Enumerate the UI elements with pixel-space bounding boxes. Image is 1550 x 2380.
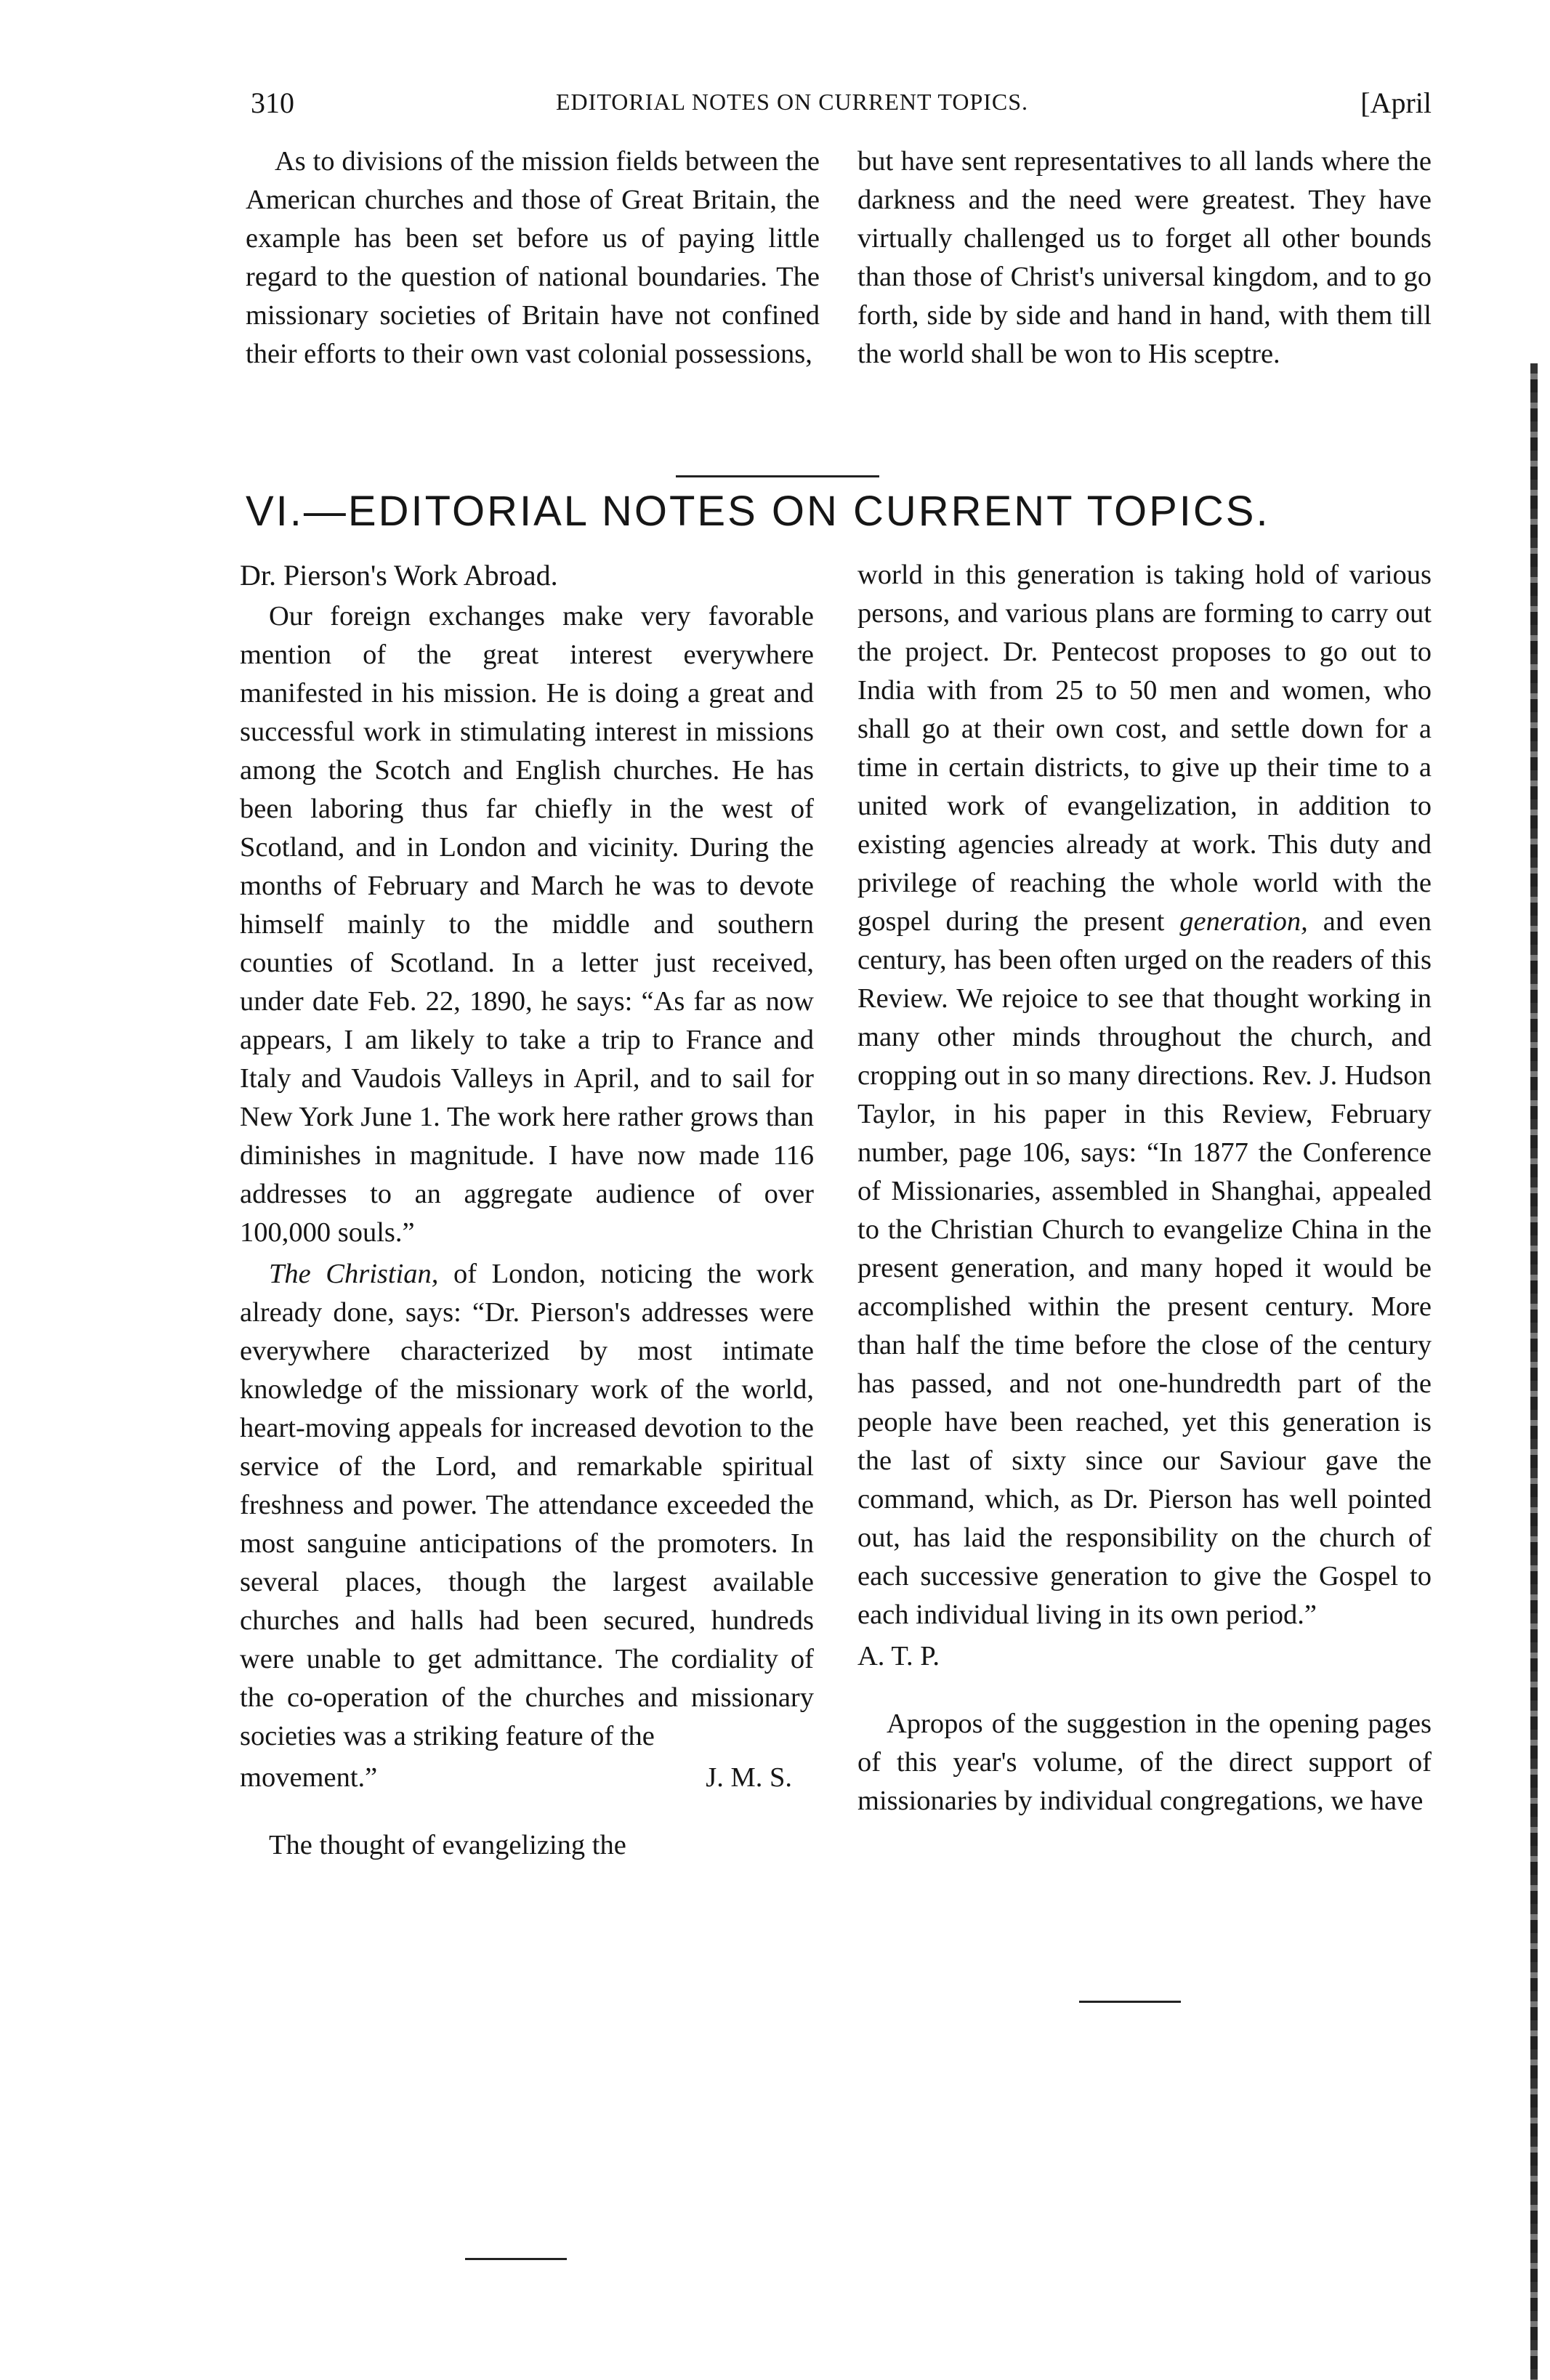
page-header xyxy=(251,86,1432,129)
top-left-column xyxy=(246,142,820,374)
article-paragraph: Apropos of the suggestion in the opening pages of this year's volume, of the direct support of missionaries by individual congregations, we have xyxy=(857,1709,1432,1816)
top-right-column xyxy=(857,142,1432,374)
left-column xyxy=(240,556,814,1865)
author-initials: J. M. S. xyxy=(706,1762,792,1793)
publication-name: The Christian, xyxy=(269,1259,439,1289)
article-continued: world in this generation is taking hold of various persons, and various plans are forming to carry out the project. Dr. Pentecost proposes to go out to India with from 25 to 50 men and women, who shall go at their own cost, and settle down for a time in certain districts, to give up their time to a united work of evangelization, in addition to existing agencies already at work. This duty and privilege of reaching the whole world with the gospel during the present generation, and even century, has been often urged on the readers of this Review. We rejoice to see that thought working in many other minds throughout the church, and cropping out in so many directions. Rev. J. Hudson Taylor, in his paper in this Review, February number, page 106, says: “In 1877 the Conference of Missionaries, assembled in Shanghai, appealed to the Christian Church to evangelize China in the present generation, and many hoped it would be accomplished within the present century. More than half the time before the close of the century has passed, and not one-hundredth part of the people have been reached, yet this generation is the last of sixty since our Saviour gave the command, which, as Dr. Pierson has well pointed out, has laid the responsibility on the church of each successive generation to give the Gospel to each individual living in its own period.” xyxy=(857,560,1432,1630)
author-initials: A. T. P. xyxy=(857,1641,940,1671)
article-divider xyxy=(465,2258,567,2260)
continued-paragraph-left: As to divisions of the mission fields between the American churches and those of Great Britain, the example has been set before us of paying little regard to the question of national boundaries. The missionary societies of Britain have not confined their efforts to their own vast colonial possessions, xyxy=(246,146,820,369)
article-opening: The thought of evangelizing the xyxy=(269,1830,626,1860)
article-paragraph: Our foreign exchanges make very favorable mention of the great interest everywhere manifested in his mission. He is doing a great and successful work in stimulating interest in missions among the Scotch and English churches. He has been laboring thus far chiefly in the west of Scotland, and in London and vicinity. During the months of February and March he was to devote himself mainly to the middle and southern counties of Scotland. In a letter just received, under date Feb. 22, 1890, he says: “As far as now appears, I am likely to take a trip to France and Italy and Vaudois Valleys in April, and to sail for New York June 1. The work here rather grows than diminishes in magnitude. I have now made 116 addresses to an aggregate audience of over 100,000 souls.” xyxy=(240,601,814,1248)
article-paragraph-quote: The Christian, of London, noticing the work already done, says: “Dr. Pierson's addresses were everywhere characterized by most intimate knowledge of the missionary work of the world, heart-moving appeals for increased devotion to the service of the Lord, and remarkable spiritual freshness and power. The attendance exceeded the most sanguine anticipations of the promoters. In several places, though the largest available churches and halls had been secured, hundreds were unable to get admittance. The cordiality of the co-operation of the churches and missionary societies was a striking feature of the xyxy=(240,1259,815,1751)
article-divider xyxy=(1079,2001,1181,2003)
right-column xyxy=(857,556,1432,1820)
section-divider xyxy=(676,475,879,477)
section-title: VI.—EDITORIAL NOTES ON CURRENT TOPICS. xyxy=(246,488,1270,535)
page-number: 310 xyxy=(251,86,294,119)
month-label: [April xyxy=(1360,86,1432,119)
article-signature-line: movement.” J. M. S. xyxy=(240,1759,814,1797)
scan-edge xyxy=(1530,363,1538,2380)
article-heading: Dr. Pierson's Work Abroad. xyxy=(240,559,558,592)
running-title: EDITORIAL NOTES ON CURRENT TOPICS. xyxy=(556,89,1029,115)
continued-paragraph-right: but have sent representatives to all lands where the darkness and the need were greatest. They have virtually challenged us to forget all other bounds than those of Christ's universal kingdom, and to go forth, side by side and hand in hand, with them till the world shall be won to His sceptre. xyxy=(857,146,1432,369)
